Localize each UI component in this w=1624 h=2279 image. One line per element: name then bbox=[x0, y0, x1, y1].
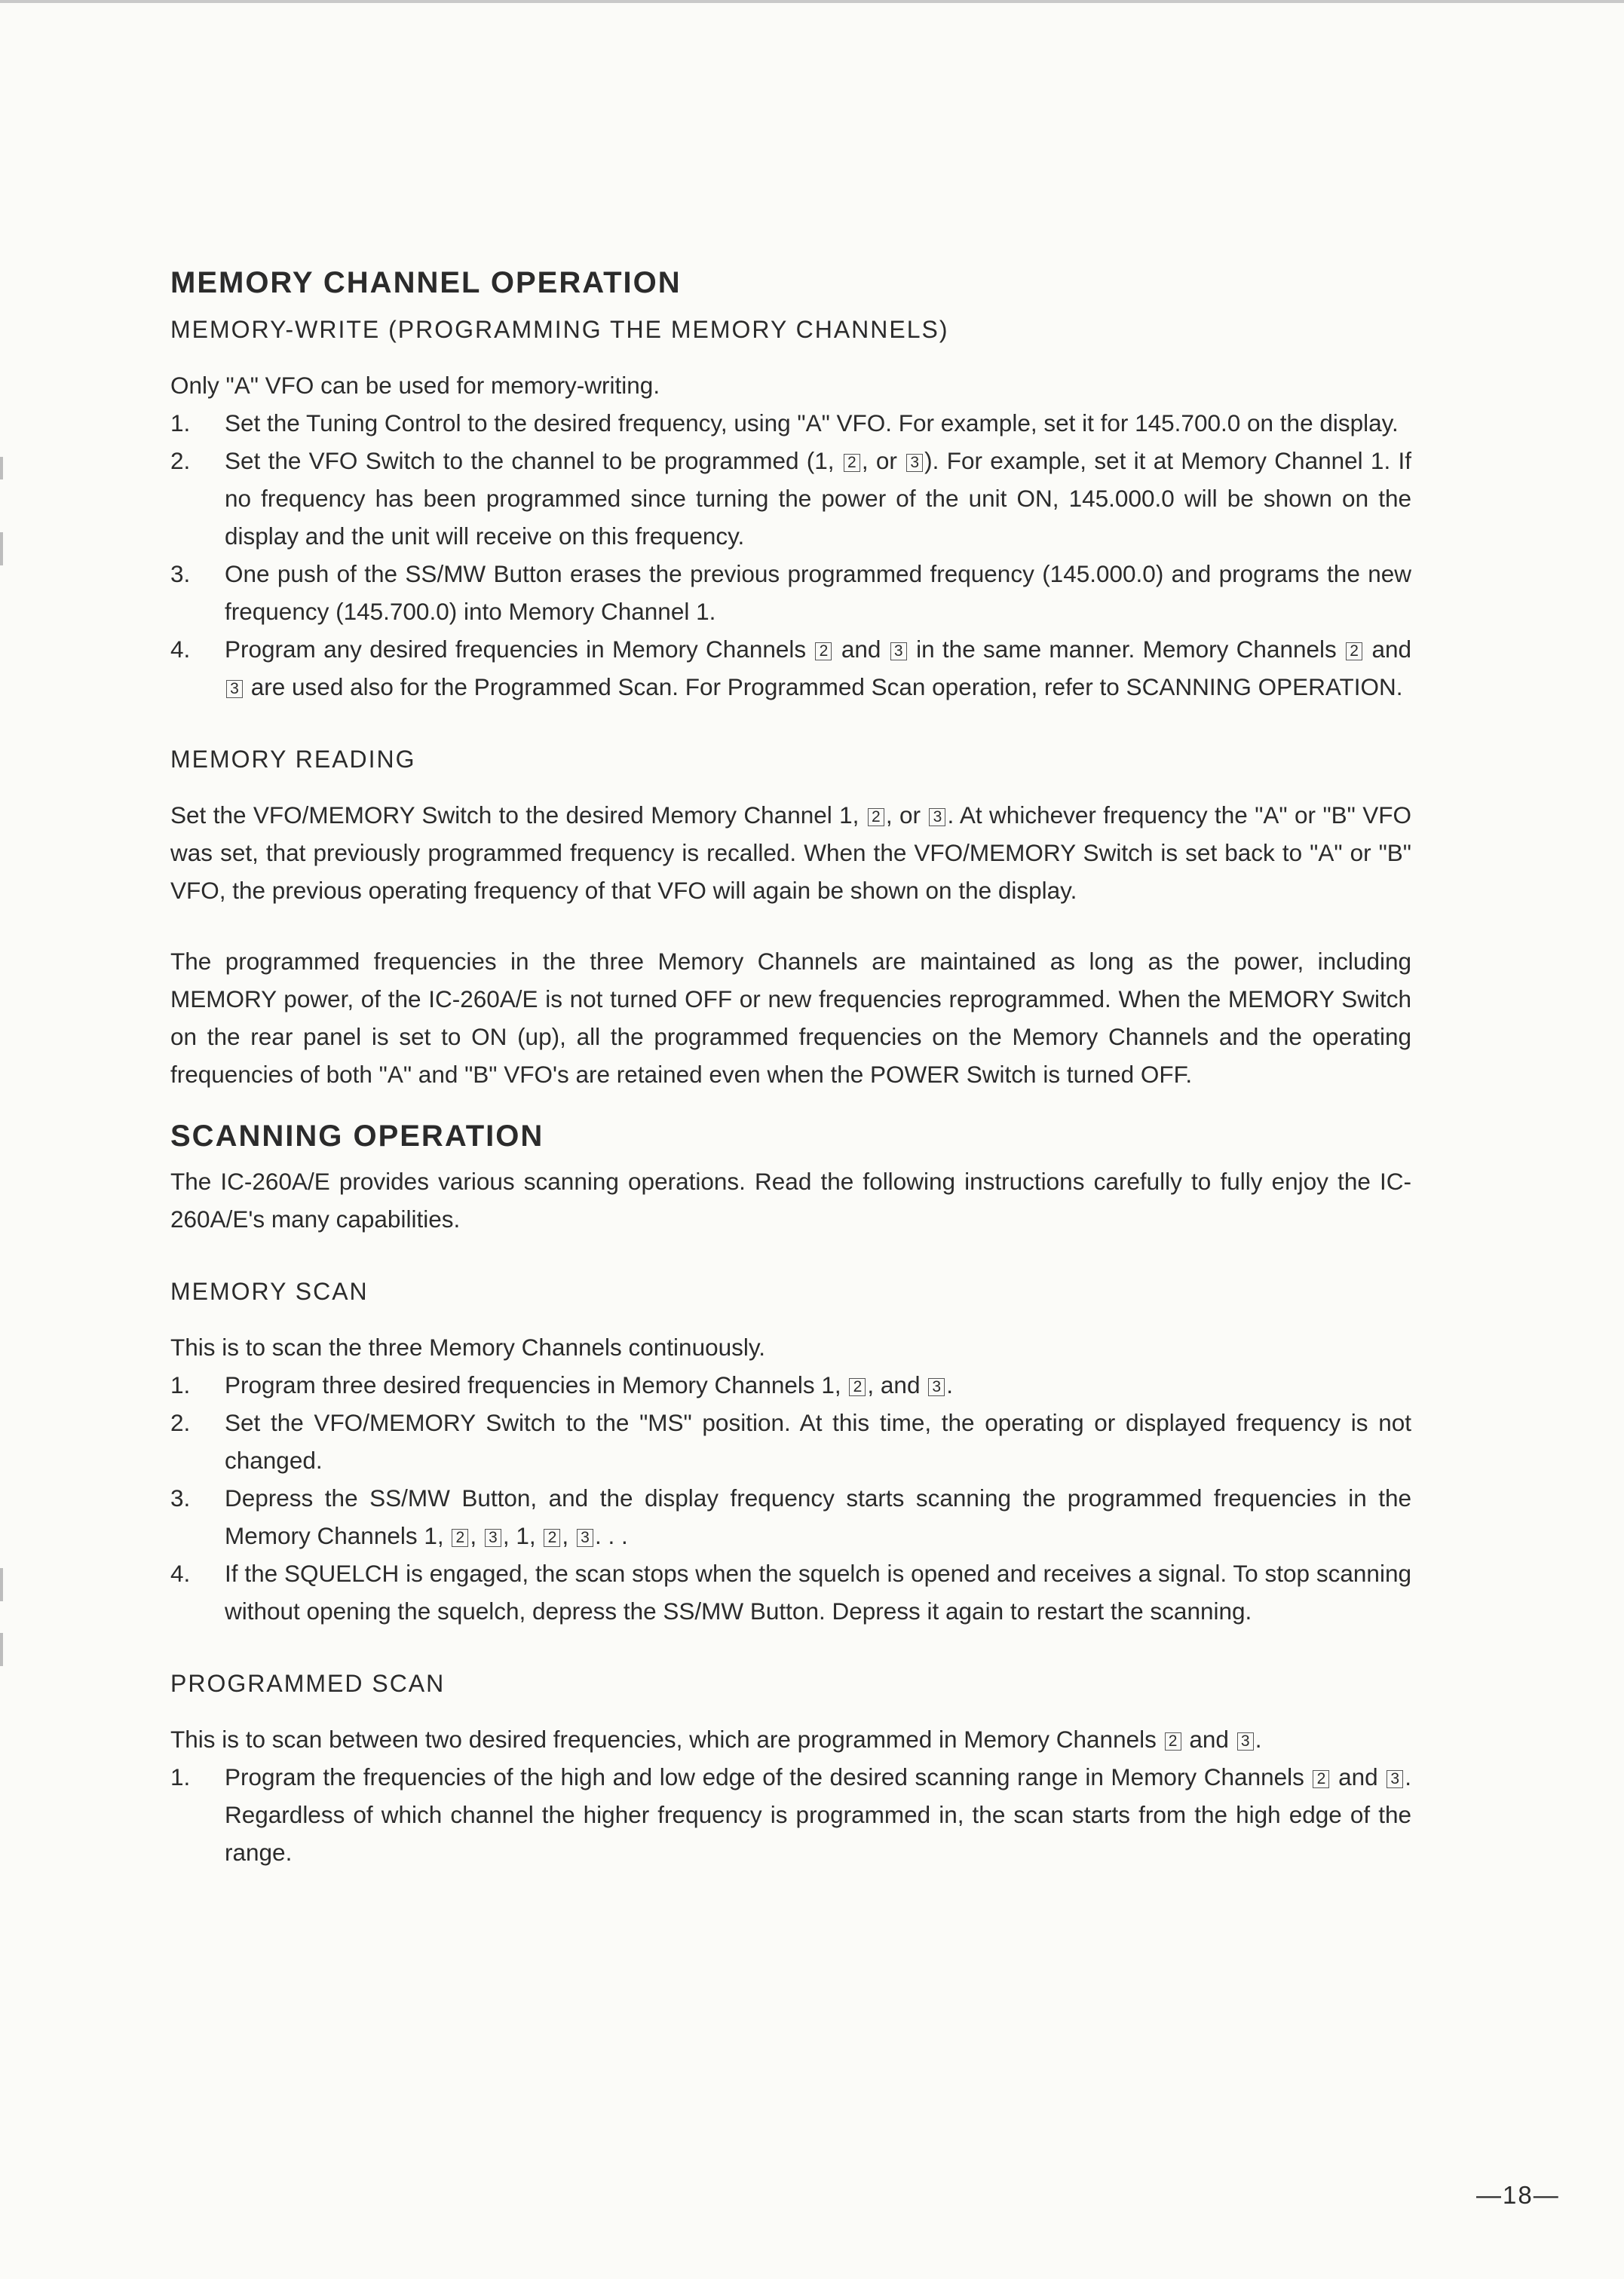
list-item: 2. Set the VFO/MEMORY Switch to the "MS" position. At this time, the operating or displayed frequency is not changed. bbox=[170, 1409, 1411, 1474]
list-item: 3. Depress the SS/MW Button, and the display frequency starts scanning the programmed frequencies in the Memory Channels 1, 2 , 3 , 1, 2 , 3 . . . bbox=[170, 1484, 1411, 1549]
memory-scan-steps bbox=[170, 1366, 1411, 1630]
memory-write-intro: Only "A" VFO can be used for memory-writing. bbox=[170, 372, 660, 399]
channel-box: 2 bbox=[452, 1529, 468, 1547]
channel-box: 3 bbox=[577, 1529, 593, 1547]
channel-box: 3 bbox=[485, 1529, 501, 1547]
channel-box: 3 bbox=[226, 680, 243, 698]
binding-mark bbox=[0, 532, 3, 565]
subsection-title-memory-scan: MEMORY SCAN bbox=[170, 1278, 369, 1305]
programmed-scan-steps bbox=[170, 1758, 1411, 1871]
binding-mark bbox=[0, 1568, 3, 1601]
list-item: 1. Program three desired frequencies in Memory Channels 1, 2 , and 3 . bbox=[170, 1371, 953, 1398]
list-item: 4. If the SQUELCH is engaged, the scan stops when the squelch is opened and receives a signal. To stop scanning without opening the squelch, depress the SS/MW Button. Depress it again to restart the scanning. bbox=[170, 1560, 1411, 1625]
manual-page bbox=[170, 256, 1411, 1871]
channel-box: 2 bbox=[544, 1529, 560, 1547]
subsection-title-memory-reading: MEMORY READING bbox=[170, 746, 416, 773]
binding-mark bbox=[0, 457, 3, 479]
binding-mark bbox=[0, 1633, 3, 1666]
programmed-scan-intro: This is to scan between two desired frequencies, which are programmed in Memory Channels 2 and 3 . bbox=[170, 1726, 1262, 1753]
channel-box: 3 bbox=[929, 808, 945, 826]
channel-box: 2 bbox=[1346, 642, 1362, 660]
list-item: 1. Set the Tuning Control to the desired frequency, using "A" VFO. For example, set it for 145.700.0 on the display. bbox=[170, 409, 1399, 437]
section-title-memory-channel: MEMORY CHANNEL OPERATION bbox=[170, 266, 682, 299]
scanning-intro: The IC-260A/E provides various scanning operations. Read the following instructions carefully to fully enjoy the IC-260A/E's many capabilities. bbox=[170, 1168, 1411, 1233]
list-item: 2. Set the VFO Switch to the channel to be programmed (1, 2 , or 3 ). For example, set it at Memory Channel 1. If no frequency has been programmed since turning the power of the unit ON, 145.000.0 will be shown on the display and the unit will receive on this frequency. bbox=[170, 447, 1411, 550]
list-item: 4. Program any desired frequencies in Memory Channels 2 and 3 in the same manner. Memory Channels 2 and 3 are used also for the Programmed Scan. For Programmed Scan operation, refer to SCANNING OPERATION. bbox=[170, 636, 1412, 700]
top-border bbox=[0, 0, 1624, 3]
memory-retention-paragraph: The programmed frequencies in the three Memory Channels are maintained as long as the power, including MEMORY power, of the IC-260A/E is not turned OFF or new frequencies reprogrammed. When the MEMORY Switch on the rear panel is set to ON (up), all the programmed frequencies on the Memory Channels and the operating frequencies of both "A" and "B" VFO's are retained even when the POWER Switch is turned OFF. bbox=[170, 948, 1411, 1088]
memory-write-steps bbox=[170, 404, 1411, 706]
channel-box: 2 bbox=[849, 1378, 866, 1396]
channel-box: 2 bbox=[1165, 1732, 1181, 1751]
memory-reading-paragraph: Set the VFO/MEMORY Switch to the desired Memory Channel 1, 2 , or 3 . At whichever frequency the "A" or "B" VFO was set, that previously programmed frequency is recalled. When the VFO/MEMORY Switch is set back to "A" or "B" VFO, the previous operating frequency of that VFO will again be shown on the display. bbox=[170, 801, 1411, 904]
subsection-title-programmed-scan: PROGRAMMED SCAN bbox=[170, 1670, 446, 1697]
subsection-title-memory-write: MEMORY-WRITE (PROGRAMMING THE MEMORY CHANNELS) bbox=[170, 316, 949, 343]
channel-box: 2 bbox=[868, 808, 884, 826]
page-number: —18— bbox=[1476, 2181, 1560, 2209]
channel-box: 3 bbox=[1387, 1770, 1403, 1788]
channel-box: 3 bbox=[906, 454, 923, 472]
list-item: 1. Program the frequencies of the high and low edge of the desired scanning range in Memory Channels 2 and 3 . Regardless of which channel the higher frequency is programmed in, the scan starts from the high edge of the range. bbox=[170, 1763, 1411, 1866]
channel-box: 2 bbox=[844, 454, 860, 472]
list-item: 3. One push of the SS/MW Button erases the previous programmed frequency (145.000.0) and programs the new frequency (145.700.0) into Memory Channel 1. bbox=[170, 560, 1411, 625]
memory-scan-intro: This is to scan the three Memory Channels continuously. bbox=[170, 1334, 766, 1361]
channel-box: 3 bbox=[928, 1378, 945, 1396]
channel-box: 3 bbox=[890, 642, 907, 660]
channel-box: 2 bbox=[1313, 1770, 1329, 1788]
channel-box: 2 bbox=[815, 642, 832, 660]
channel-box: 3 bbox=[1237, 1732, 1254, 1751]
section-title-scanning: SCANNING OPERATION bbox=[170, 1120, 544, 1153]
